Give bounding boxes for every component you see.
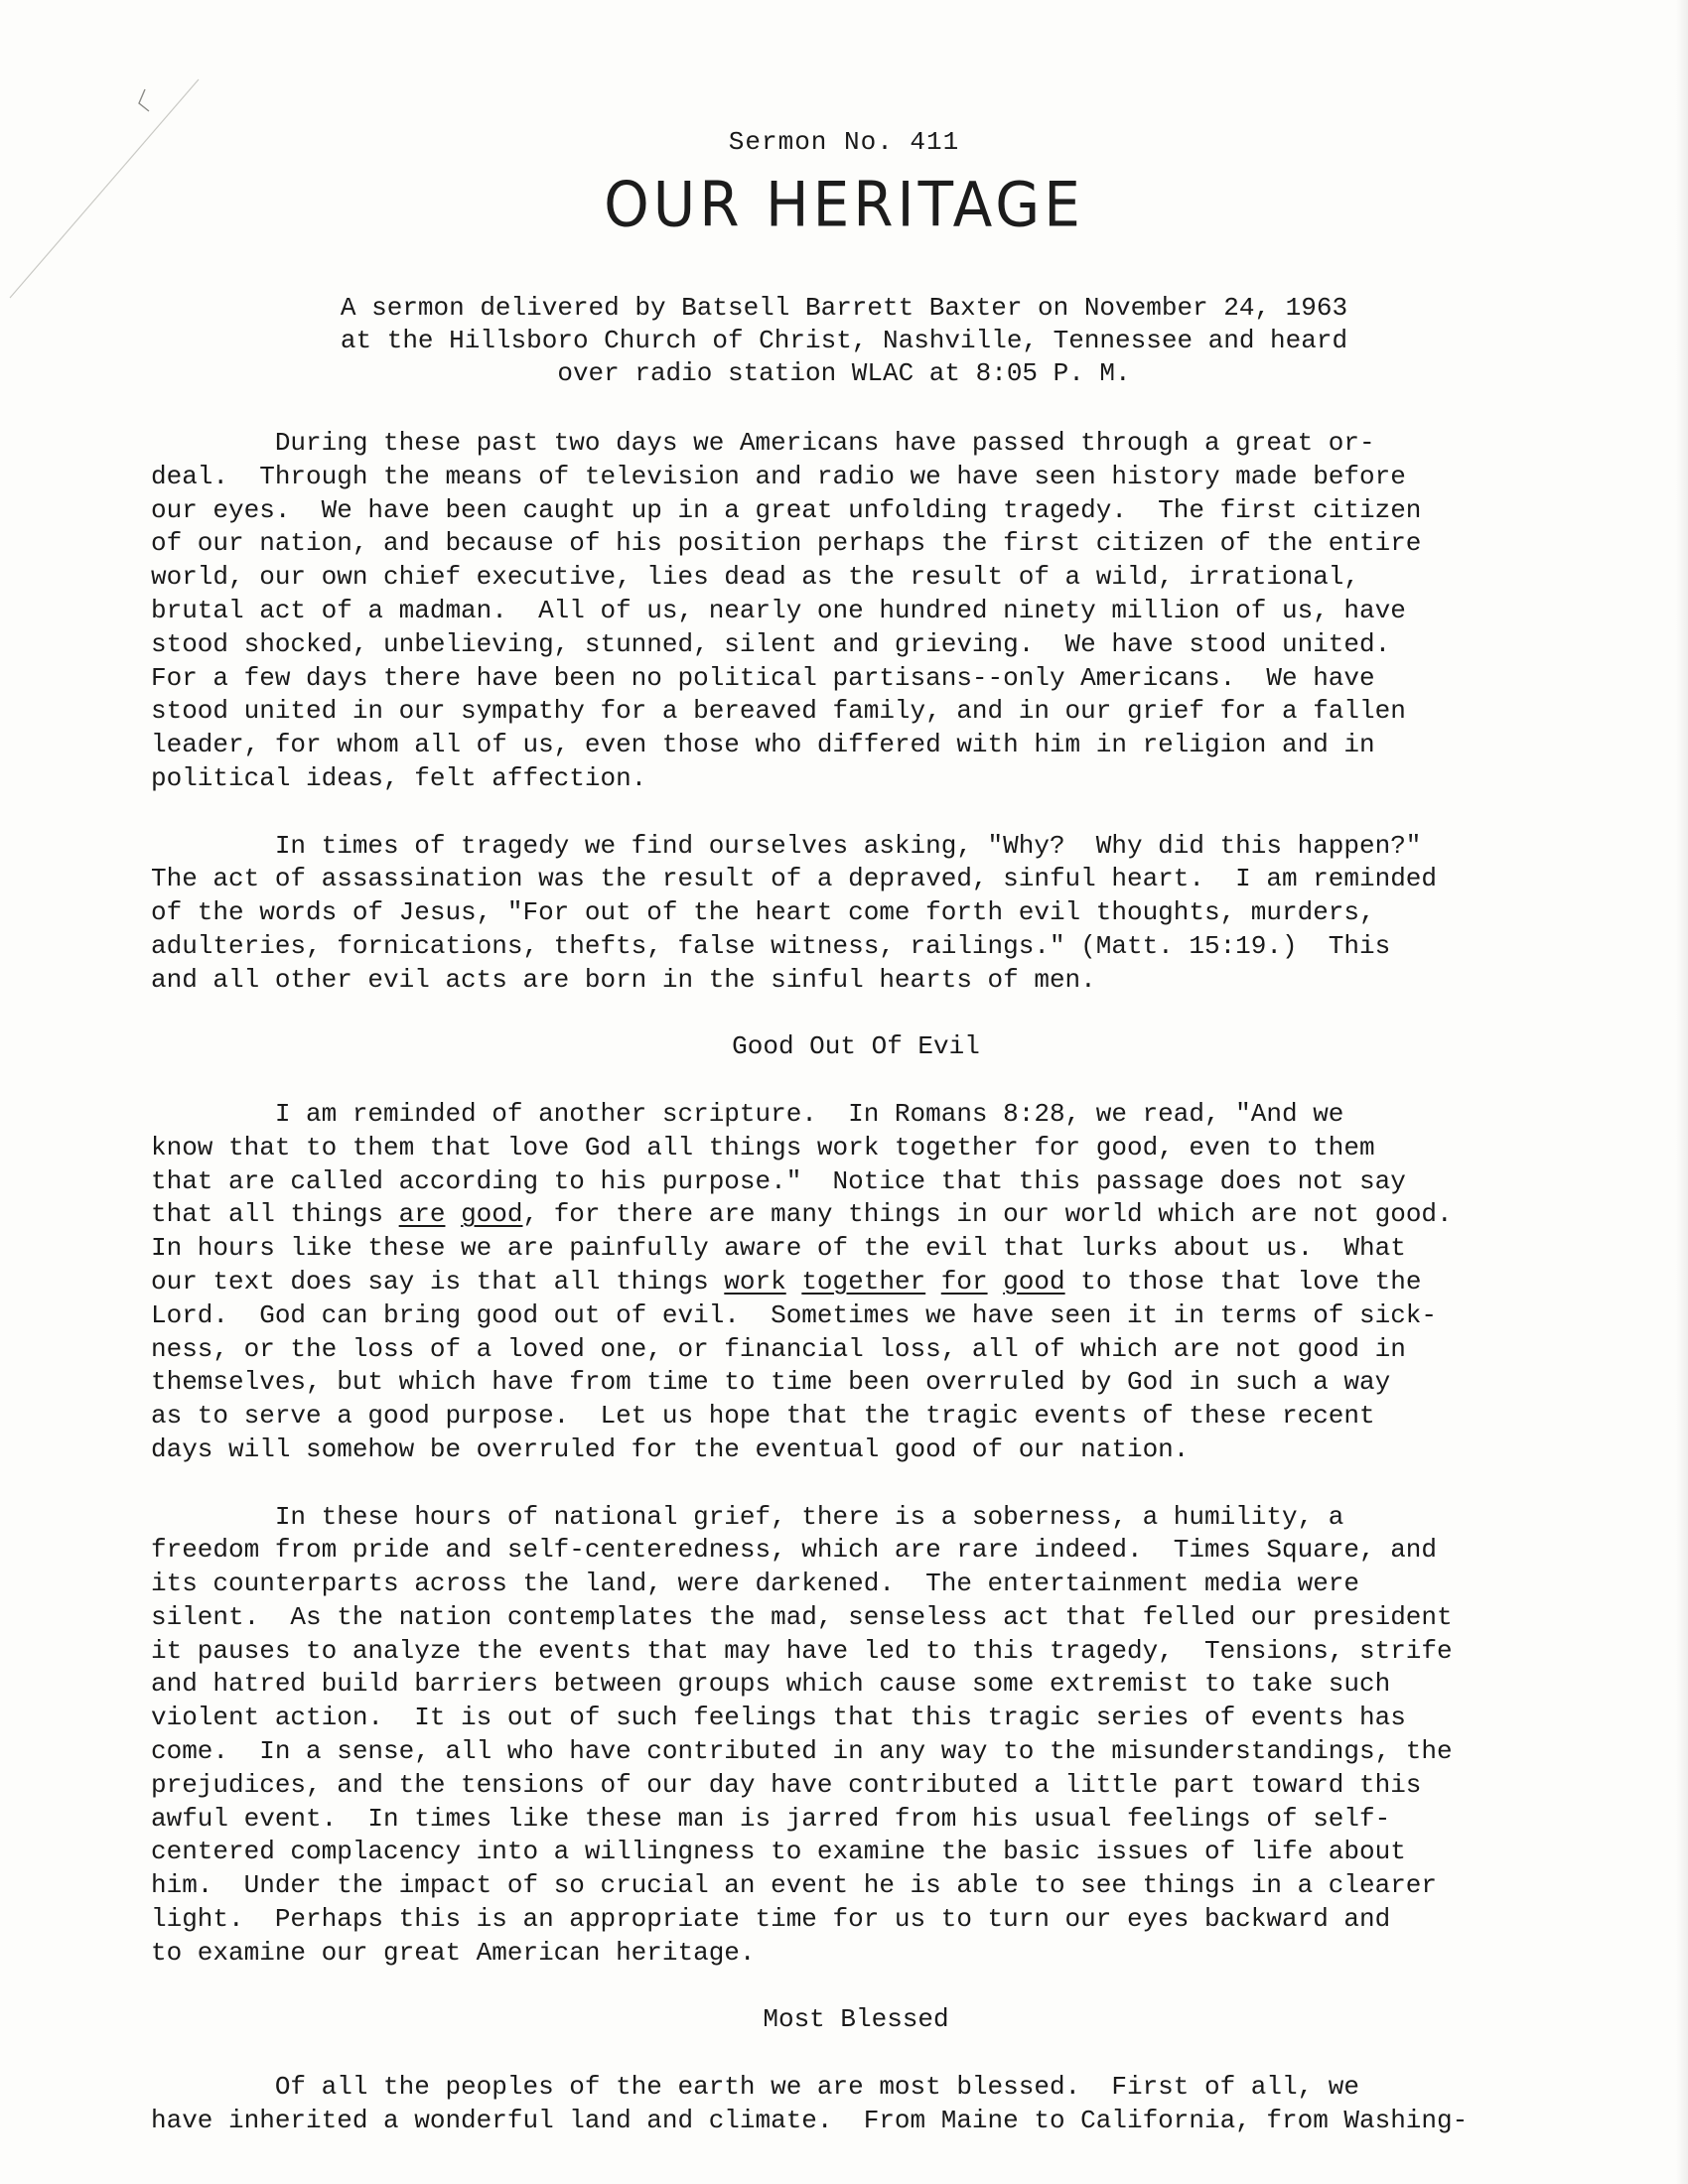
- subtitle-line: at the Hillsboro Church of Christ, Nashville, Tennessee and heard: [340, 326, 1348, 355]
- text-line: centered complacency into a willingness to examine the basic issues of life about: [151, 1837, 1406, 1867]
- text-line: prejudices, and the tensions of our day have contributed a little part toward this: [151, 1769, 1422, 1800]
- text-line: violent action. It is out of such feelings that this tragic series of events has: [151, 1703, 1406, 1733]
- subtitle-line: over radio station WLAC at 8:05 P. M.: [557, 358, 1131, 388]
- text-line: stood united in our sympathy for a bereaved family, and in our grief for a fallen: [151, 696, 1406, 727]
- body-paragraph: [151, 2071, 1561, 2138]
- text-line: to examine our great American heritage.: [151, 1937, 756, 1968]
- text-line: him. Under the impact of so crucial an event he is able to see things in a clearer: [151, 1870, 1438, 1901]
- text-line: leader, for whom all of us, even those who differed with him in religion and in: [151, 730, 1375, 760]
- text-line: In times of tragedy we find ourselves asking, "Why? Why did this happen?": [151, 830, 1422, 861]
- text-line: come. In a sense, all who have contributed in any way to the misunderstandings, the: [151, 1736, 1453, 1767]
- body-paragraph: [151, 1098, 1561, 1467]
- text-line: silent. As the nation contemplates the mad, senseless act that felled our president: [151, 1601, 1453, 1632]
- document-title: OUR HERITAGE: [604, 168, 1084, 241]
- text-line: I am reminded of another scripture. In Romans 8:28, we read, "And we: [151, 1098, 1344, 1129]
- text-line: Of all the peoples of the earth we are most blessed. First of all, we: [151, 2072, 1359, 2103]
- text-line: know that to them that love God all things work together for good, even to them: [151, 1132, 1375, 1162]
- text-line: its counterparts across the land, were darkened. The entertainment media were: [151, 1569, 1359, 1599]
- body-paragraph: [151, 830, 1561, 998]
- text-line: freedom from pride and self-centeredness, which are rare indeed. Times Square, and: [151, 1535, 1438, 1566]
- section-heading: Most Blessed: [763, 2004, 949, 2035]
- subtitle-line: A sermon delivered by Batsell Barrett Baxter on November 24, 1963: [340, 293, 1348, 323]
- text-line: In these hours of national grief, there is a soberness, a humility, a: [151, 1501, 1344, 1532]
- text-line: as to serve a good purpose. Let us hope that the tragic events of these recent: [151, 1401, 1375, 1432]
- text-line: themselves, but which have from time to time been overruled by God in such a way: [151, 1367, 1391, 1398]
- text-line: Lord. God can bring good out of evil. Sometimes we have seen it in terms of sick-: [151, 1299, 1438, 1330]
- text-line: have inherited a wonderful land and climate. From Maine to California, from Washing-: [151, 2105, 1469, 2135]
- text-line: of our nation, and because of his position perhaps the first citizen of the entire: [151, 528, 1422, 559]
- text-line: deal. Through the means of television and radio we have seen history made before: [151, 461, 1406, 491]
- text-line: it pauses to analyze the events that may have led to this tragedy, Tensions, strife: [151, 1635, 1453, 1666]
- body-paragraph: [151, 1501, 1561, 1971]
- section-heading: Good Out Of Evil: [732, 1031, 980, 1062]
- text-line: ness, or the loss of a loved one, or financial loss, all of which are not good in: [151, 1333, 1406, 1364]
- text-line: brutal act of a madman. All of us, nearly one hundred ninety million of us, have: [151, 595, 1406, 625]
- text-line: political ideas, felt affection.: [151, 762, 647, 793]
- document-header: [0, 127, 1688, 241]
- text-line: world, our own chief executive, lies dead as the result of a wild, irrational,: [151, 562, 1359, 593]
- text-line: adulteries, fornications, thefts, false witness, railings." (Matt. 15:19.) This: [151, 930, 1391, 961]
- text-line: In hours like these we are painfully aware of the evil that lurks about us. What: [151, 1233, 1406, 1264]
- page-edge-shadow: [1676, 0, 1688, 2184]
- body-paragraph: [151, 427, 1561, 796]
- document-body: [151, 427, 1561, 2171]
- text-line: of the words of Jesus, "For out of the heart come forth evil thoughts, murders,: [151, 897, 1375, 928]
- text-line: During these past two days we Americans have passed through a great or-: [151, 428, 1375, 458]
- text-line: days will somehow be overruled for the eventual good of our nation.: [151, 1433, 1190, 1464]
- text-line: stood shocked, unbelieving, stunned, silent and grieving. We have stood united.: [151, 628, 1391, 659]
- text-line: that all things are good, for there are many things in our world which are not good.: [151, 1199, 1453, 1230]
- text-line: awful event. In times like these man is jarred from his usual feelings of self-: [151, 1803, 1391, 1834]
- sermon-number: Sermon No. 411: [728, 127, 960, 157]
- text-line: For a few days there have been no political partisans--only Americans. We have: [151, 662, 1375, 693]
- text-line: our eyes. We have been caught up in a great unfolding tragedy. The first citizen: [151, 494, 1422, 525]
- text-line: The act of assassination was the result of a depraved, sinful heart. I am reminded: [151, 864, 1438, 894]
- text-line: that are called according to his purpose." Notice that this passage does not say: [151, 1165, 1406, 1196]
- text-line: our text does say is that all things work together for good to those that love the: [151, 1266, 1422, 1297]
- text-line: light. Perhaps this is an appropriate time for us to turn our eyes backward and: [151, 1904, 1391, 1935]
- sermon-subtitle: [298, 292, 1390, 390]
- text-line: and all other evil acts are born in the sinful hearts of men.: [151, 964, 1096, 995]
- text-line: and hatred build barriers between groups which cause some extremist to take such: [151, 1669, 1391, 1700]
